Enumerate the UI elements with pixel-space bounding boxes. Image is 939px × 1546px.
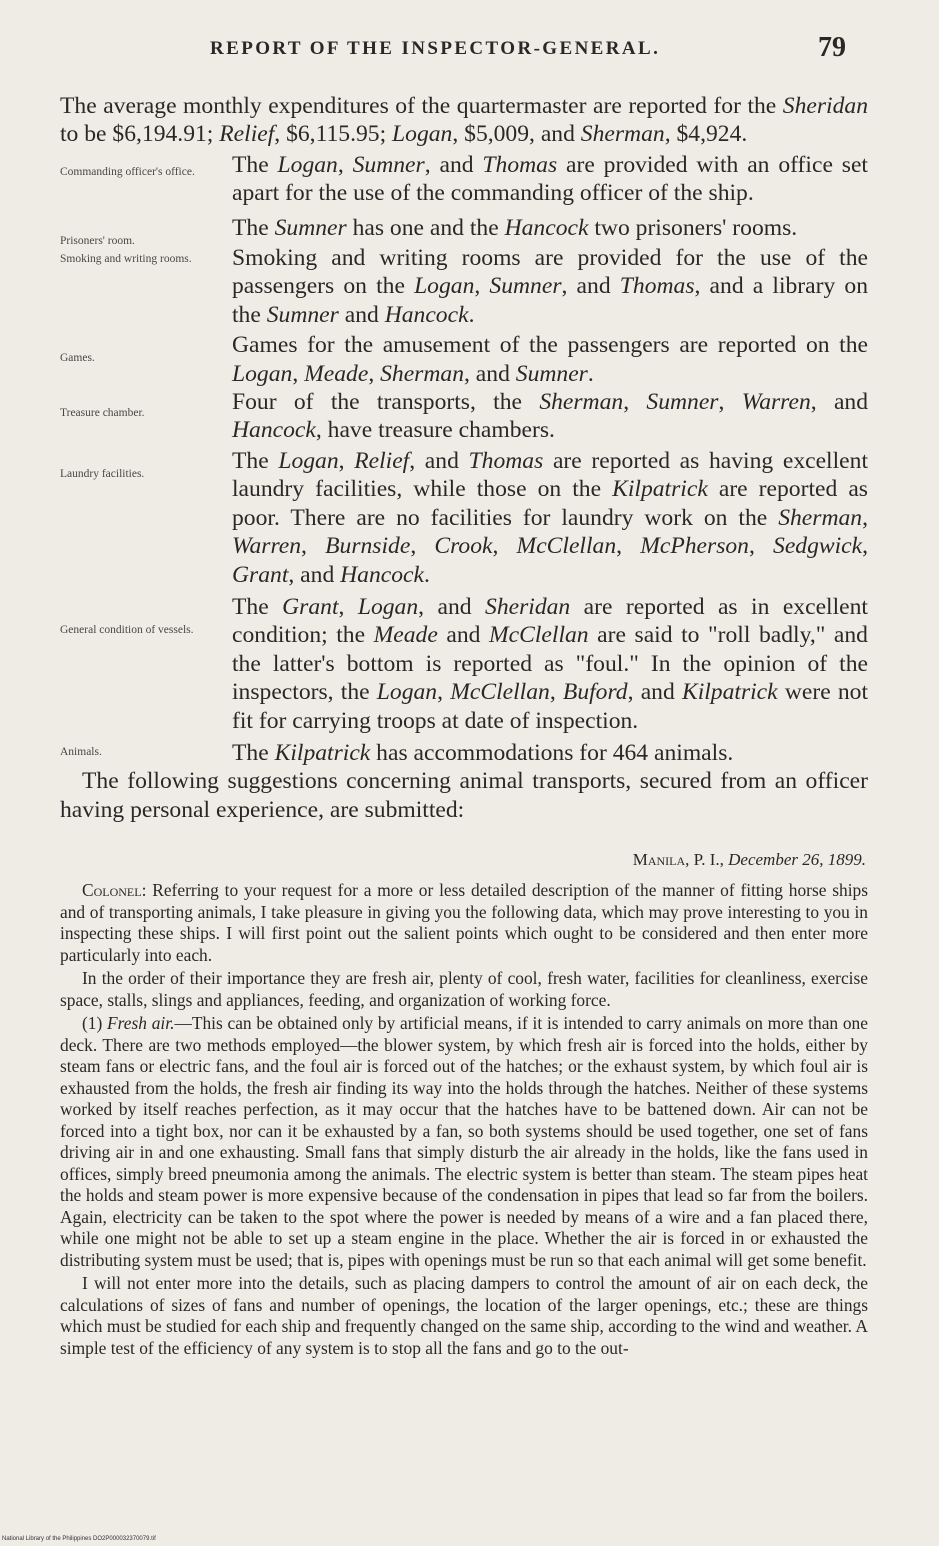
paragraph-text — [232, 740, 733, 766]
item-heading: Fresh air. — [107, 1013, 175, 1033]
text-run: , — [301, 533, 326, 560]
sidenote-smoking-rooms: Smoking and writing rooms. — [60, 253, 192, 266]
ship-name: Sherman — [539, 389, 624, 416]
letter-paragraph-3 — [60, 1013, 868, 1271]
text-run: , — [338, 447, 355, 474]
sidenote-commanding-office: Commanding officer's office. — [60, 165, 195, 178]
text-run: , and — [627, 679, 682, 706]
text-run: , — [292, 360, 305, 387]
ship-name: Sheridan — [782, 93, 868, 119]
sidenote-treasure: Treasure chamber. — [60, 407, 145, 420]
ship-name: Sumner — [266, 301, 339, 328]
text-run: The — [232, 151, 278, 178]
ship-name: McClellan — [450, 679, 550, 706]
ship-name: Thomas — [468, 447, 544, 474]
text-run: were not fit for carrying troops at date of inspection. — [232, 679, 869, 734]
text-run: , — [437, 679, 451, 706]
paragraph-commanding-office — [60, 151, 868, 208]
text-run: , have treasure chambers. — [315, 417, 555, 444]
sidenote-general-condition: General condition of vessels. — [60, 623, 194, 636]
ship-name: Logan — [277, 151, 338, 178]
paragraph-text — [232, 215, 797, 241]
text-run: , and a library on the — [232, 273, 869, 328]
report-body — [60, 92, 868, 824]
text-run: The — [232, 593, 283, 620]
ship-name: Sumner — [352, 151, 425, 178]
sidenote-prisoners-room: Prisoners' room. — [60, 234, 135, 247]
text-run: , $5,009, and — [452, 121, 581, 148]
ship-name: Crook — [434, 533, 493, 560]
ship-name: Kilpatrick — [274, 739, 371, 766]
ship-name: Thomas — [482, 151, 558, 178]
ship-name: Sedgwick — [773, 533, 863, 560]
paragraph-text — [232, 448, 868, 588]
ship-name: Kilpatrick — [612, 476, 708, 503]
sidenote-games: Games. — [60, 352, 95, 365]
text-run: , and — [288, 561, 341, 588]
ship-name: Logan — [376, 679, 438, 706]
item-number: (1) — [82, 1013, 108, 1033]
text-run: are reported as poor. There are no facilities for laundry work on the — [232, 476, 868, 531]
text-run: , — [410, 533, 435, 560]
paragraph-text — [232, 152, 868, 206]
paragraph-prisoners-room — [60, 214, 868, 247]
text-run: are provided with an office set apart for the use of the commanding officer of the ship. — [232, 151, 868, 207]
paragraph-expenditures — [60, 92, 868, 149]
letter-paragraph-2: In the order of their importance they are fresh air, plenty of cool, fresh water, facilities for cleanliness, exercise space, stalls, slings and appliances, feeding, and organization of working force. — [60, 968, 868, 1010]
text-run: , — [549, 679, 563, 706]
letter-dateline — [60, 850, 866, 870]
text-run: , $4,924. — [664, 121, 748, 148]
text-run: , $6,115.95; — [274, 121, 393, 148]
text-run: , — [623, 389, 647, 416]
text-run: The — [232, 214, 275, 241]
ship-name: Sherman — [580, 121, 665, 148]
dateline-date: December 26, 1899. — [728, 850, 866, 869]
ship-name: Logan — [278, 447, 339, 474]
ship-name: Relief — [354, 447, 410, 474]
text-run: , — [338, 593, 358, 620]
text-run: are reported as in excellent condition; the — [232, 593, 868, 649]
letter-paragraph-1 — [60, 880, 868, 966]
ship-name: McClellan — [516, 533, 617, 560]
text-run: The average monthly expenditures of the quartermaster are reported for the — [60, 93, 783, 119]
text-run: , — [616, 533, 641, 560]
paragraph-text — [232, 245, 868, 328]
paragraph-laundry — [60, 447, 868, 589]
dateline-place: Manila, P. I., — [632, 850, 729, 869]
text-run: , and — [409, 447, 469, 474]
text-run: , — [492, 533, 517, 560]
text-run: , and — [464, 360, 516, 387]
running-head: REPORT OF THE INSPECTOR-GENERAL. — [210, 38, 661, 59]
ship-name: Hancock — [232, 417, 316, 444]
ship-name: Buford — [562, 679, 628, 706]
ship-name: Grant — [232, 561, 289, 588]
text-run: The — [232, 739, 275, 766]
paragraph-treasure — [60, 388, 868, 445]
sidenote-laundry: Laundry facilities. — [60, 467, 145, 480]
salutation: Colonel: — [82, 880, 147, 900]
text-run: are said to "roll badly," and the latter's bottom is reported as "foul." In the opinion of the inspectors, the — [232, 622, 868, 706]
letter-paragraph-4: I will not enter more into the details, such as placing dampers to control the amount of air on each deck, the calculations of sizes of fans and number of openings, the location of the larger openings, etc.; these are things which must be studied for each ship and frequently changed on the same ship, according to the wind and weather. A simple test of the efficiency of any system is to stop all the fans and go to the out- — [60, 1273, 868, 1358]
ship-name: Hancock — [384, 301, 469, 328]
text-run: two prisoners' rooms. — [588, 214, 798, 241]
ship-name: Hancock — [340, 561, 424, 588]
ship-name: Sherman — [380, 360, 464, 387]
letter-text: Referring to your request for a more or less detailed description of the manner of fitting horse ships and of transporting animals, I take pleasure in giving you the following data, which may prove interesting to you in inspecting these ships. I will first point out the salient points which ought to be considered and then enter more particularly into each. — [60, 880, 868, 965]
text-run: , — [862, 533, 869, 560]
text-run: , — [748, 533, 774, 560]
paragraph-smoking-rooms — [60, 244, 868, 329]
paragraph-general-condition — [60, 593, 868, 735]
text-run: Smoking and writing rooms are provided for the use of the passengers on the — [232, 245, 868, 300]
ship-name: Relief — [219, 121, 275, 148]
ship-name: Warren — [232, 533, 302, 560]
text-run: . — [468, 301, 475, 328]
ship-name: Kilpatrick — [681, 679, 778, 706]
text-run: has one and the — [346, 214, 505, 241]
text-run: to be $6,194.91; — [60, 121, 220, 148]
text-run: , — [862, 504, 868, 531]
ship-name: McClellan — [489, 622, 589, 649]
ship-name: Burnside — [325, 533, 411, 560]
text-run: and — [338, 301, 385, 328]
ship-name: Sumner — [646, 389, 719, 416]
text-run: , and — [418, 593, 486, 620]
ship-name: McPherson — [640, 533, 749, 560]
ship-name: Sheridan — [485, 593, 571, 620]
text-run: . — [587, 360, 594, 387]
text-run: Four of the transports, the — [232, 389, 540, 416]
ship-name: Meade — [373, 622, 438, 649]
ship-name: Sumner — [489, 273, 562, 300]
text-run: . — [424, 561, 430, 588]
scan-footer: National Library of the Philippines DO2P000032370079.tif — [2, 1536, 156, 1542]
text-run: , — [474, 273, 490, 300]
ship-name: Logan — [357, 593, 419, 620]
ship-name: Thomas — [619, 273, 695, 300]
text-run: Games for the amusement of the passengers are reported on the — [232, 332, 868, 359]
text-run: are reported as having excellent laundry facilities, while those on the — [232, 447, 868, 503]
text-run: , and — [424, 151, 483, 178]
ship-name: Logan — [232, 360, 293, 387]
text-run: , — [718, 389, 742, 416]
ship-name: Logan — [414, 273, 475, 300]
ship-name: Sumner — [515, 360, 588, 387]
paragraph-text — [232, 389, 868, 443]
letter-text: —This can be obtained only by artificial means, if it is intended to carry animals on more than one deck. There are two methods employed—the blower system, by which fresh air is forced into the holds, either by steam fans or electric fans, and the foul air is forced out of the hatches; or the exhaust system, by which foul air is exhausted from the holds, the fresh air finding its way into the holds through the hatches. Neither of these systems worked by itself reaches perfection, as it may occur that the hatches have to be battened down. Air can not be forced into a tight box, nor can it be exhausted by a fan, so both systems should be used together, one set of fans driving air in and one exhausting. Small fans that simply disturb the air already in the holds, like the fans used in offices, simply breed pneumonia among the animals. The electric system is better than steam. The steam pipes heat the holds and steam power is more expensive because of the condensation in pipes that lead so far from the boilers. Again, electricity can be taken to the spot where the power is needed by means of a wire and a fan placed there, while one might not be able to set up a steam engine in the place. Whether the air is forced in or exhausted the distributing system must be used; that is, pipes with openings must be run so that each animal will get some benefit. — [60, 1013, 868, 1270]
text-run: and — [437, 622, 490, 649]
page-number: 79 — [818, 32, 846, 63]
text-run: , — [368, 360, 381, 387]
paragraph-games — [60, 331, 868, 388]
text-run: The — [232, 447, 279, 474]
text-run: , — [337, 151, 353, 178]
letter — [60, 850, 868, 1361]
paragraph-animals — [60, 739, 868, 767]
page-header — [0, 32, 939, 72]
paragraph-text — [232, 594, 868, 734]
ship-name: Logan — [392, 121, 453, 148]
ship-name: Meade — [304, 360, 369, 387]
text-run: , and — [561, 273, 620, 300]
text-run: has accommodations for 464 animals. — [370, 739, 734, 766]
text-run: , and — [810, 389, 869, 416]
ship-name: Grant — [282, 593, 339, 620]
ship-name: Sherman — [778, 504, 863, 531]
ship-name: Warren — [741, 389, 811, 416]
ship-name: Hancock — [504, 214, 589, 241]
paragraph-text — [232, 332, 868, 386]
paragraph-suggestions: The following suggestions concerning animal transports, secured from an officer having personal experience, are submitted: — [60, 768, 868, 823]
ship-name: Sumner — [274, 214, 347, 241]
sidenote-animals: Animals. — [60, 745, 102, 758]
